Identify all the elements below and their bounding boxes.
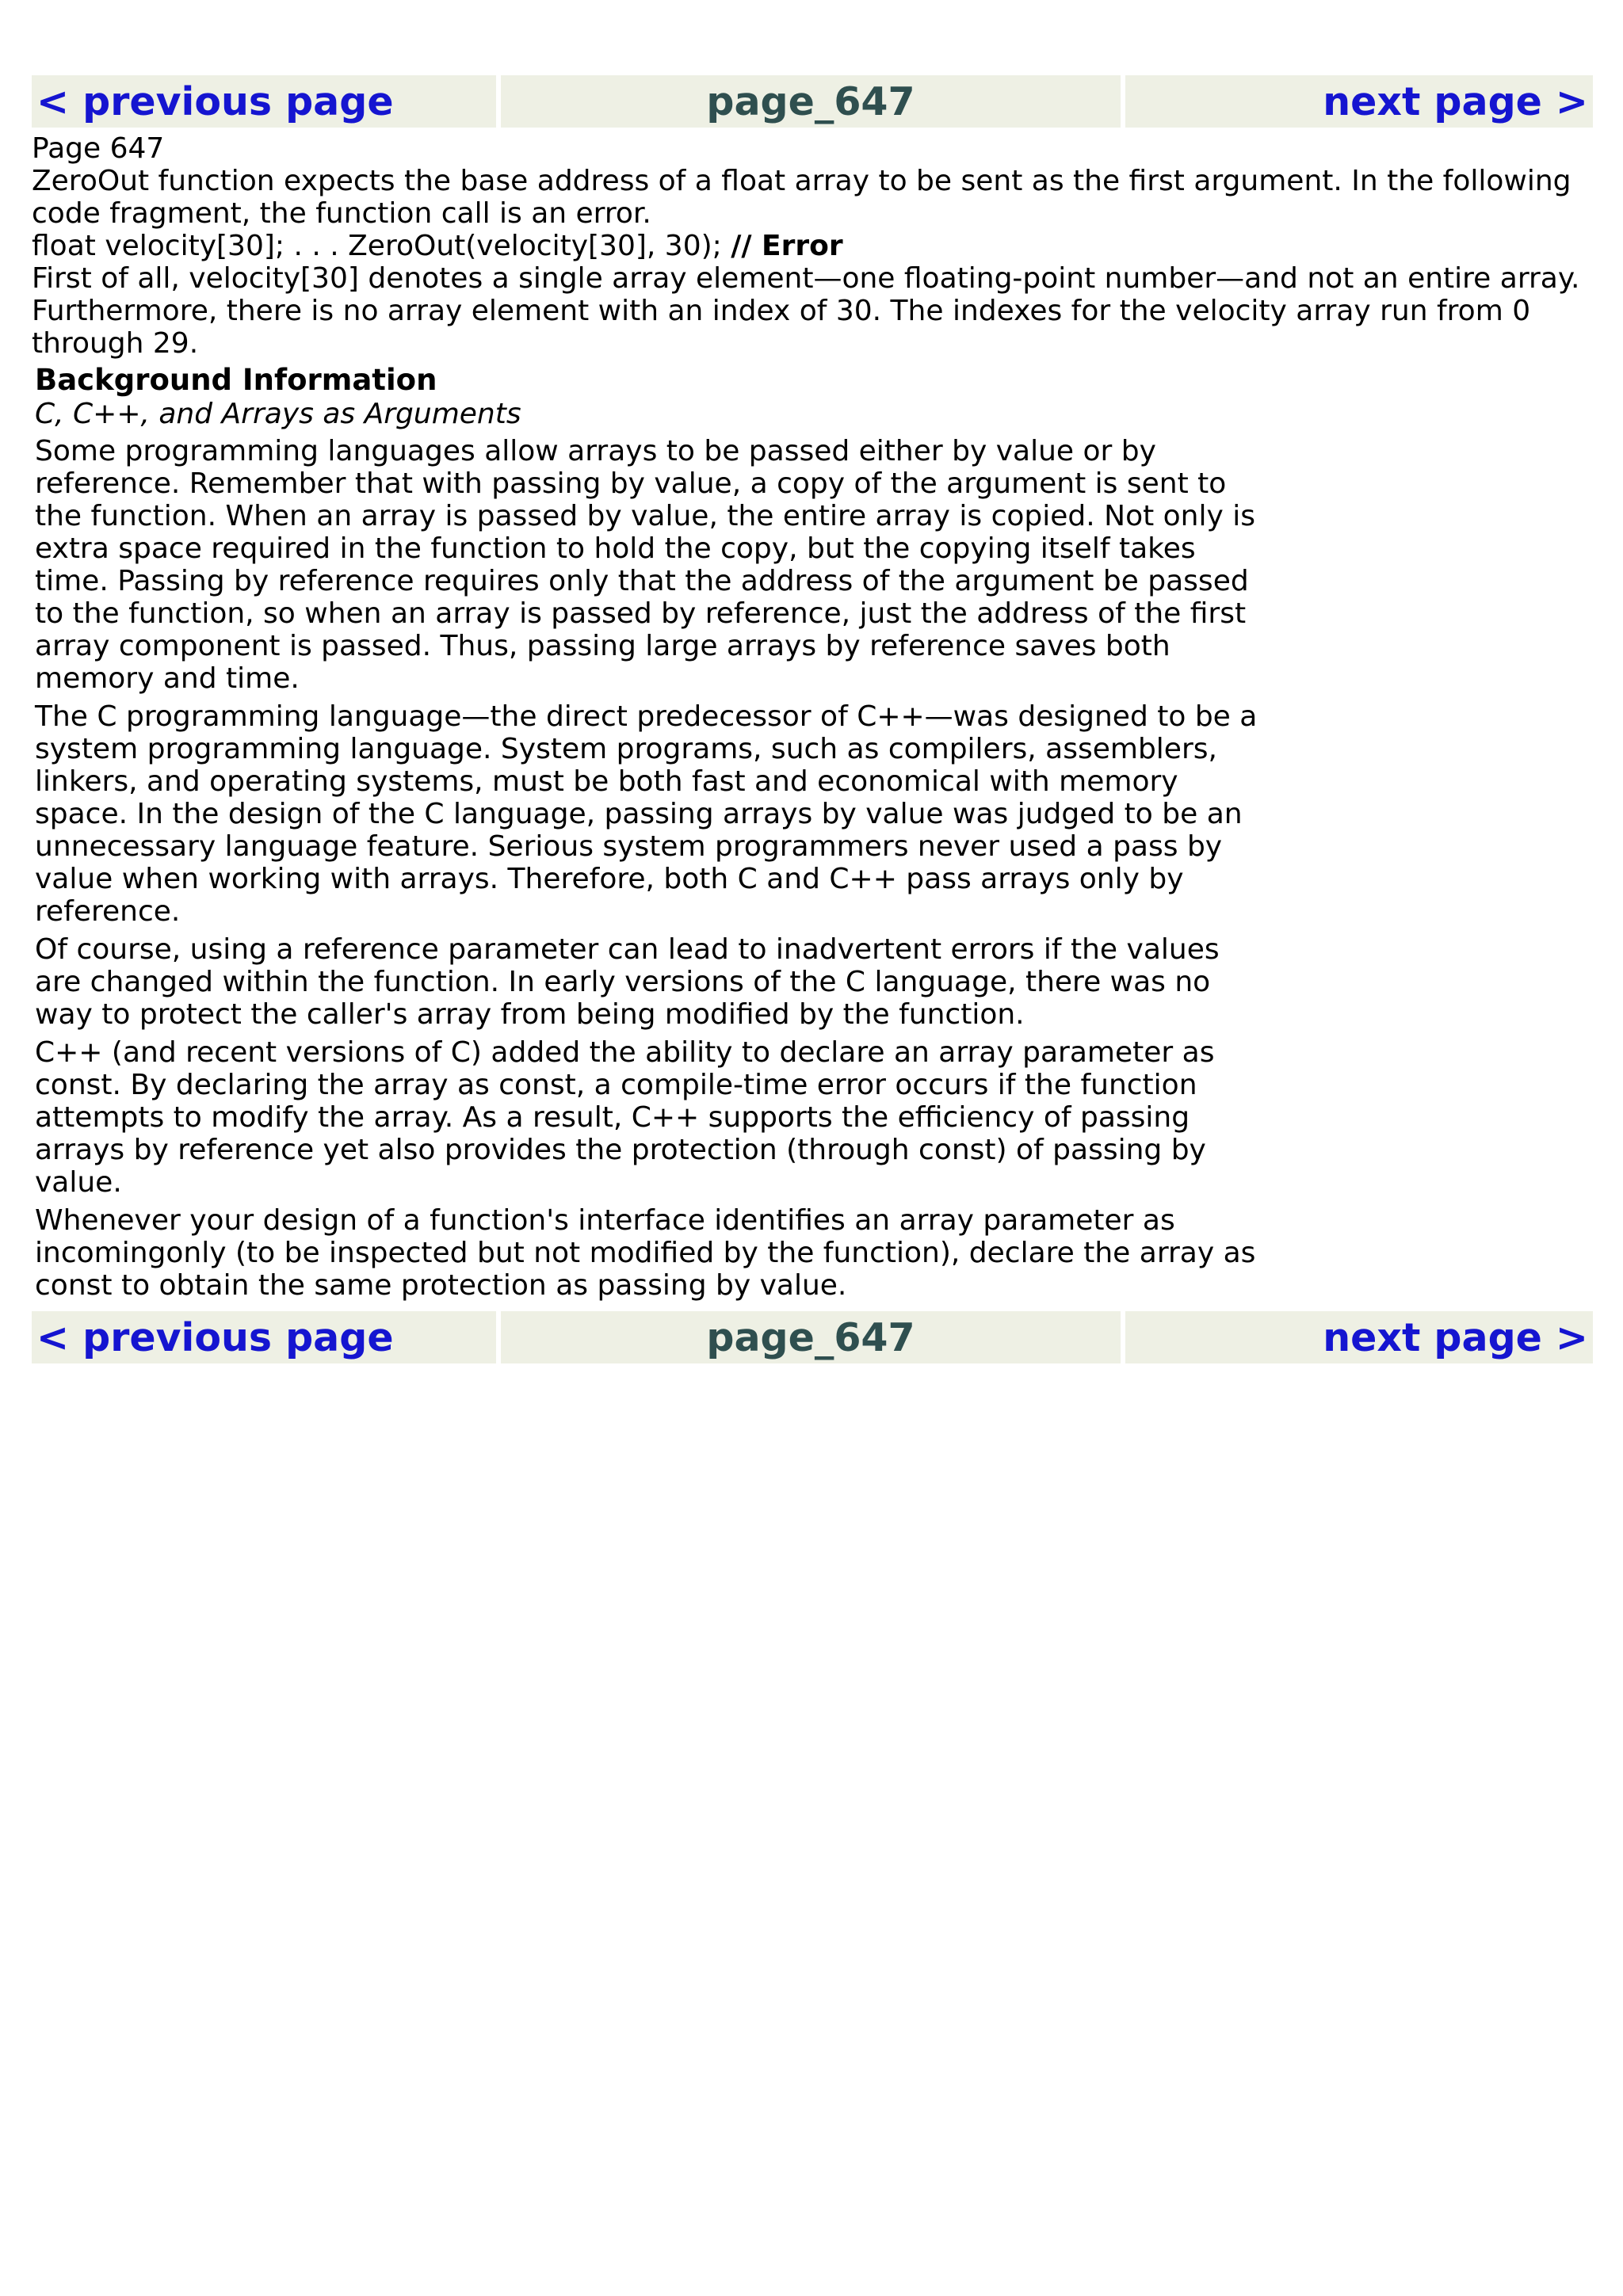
sidebar-paragraph: Whenever your design of a function's interface identifies an array parameter as incomingonly (to be inspected but not modified by the function), declare the array as const to obtain the same protection as passing by value.	[35, 1204, 1256, 1302]
sidebar-title: Background Information	[35, 363, 437, 397]
top-nav-bar	[32, 75, 1593, 128]
bottom-nav-bar	[32, 1311, 1593, 1363]
top-next-page-link[interactable]: next page >	[1323, 78, 1588, 124]
top-page-name: page_647	[706, 78, 915, 124]
page-content	[32, 128, 1593, 1302]
top-previous-page-link[interactable]: < previous page	[36, 78, 394, 124]
bottom-nav-page-name-cell	[501, 1311, 1121, 1363]
bottom-next-page-link[interactable]: next page >	[1323, 1314, 1588, 1360]
code-error-comment: // Error	[731, 230, 843, 262]
sidebar-subtitle: C, C++, and Arrays as Arguments	[35, 398, 521, 430]
top-nav-prev-cell	[32, 75, 496, 128]
page	[32, 75, 1593, 1363]
code-fragment	[32, 230, 1593, 262]
sidebar-paragraph: Some programming languages allow arrays to be passed either by value or by reference. Remember that with passing by value, a copy of the argument is sent to the function. When an array is passed by value, the entire array is copied. Not only is extra space required in the function to hold the copy, but the copying itself takes time. Passing by reference requires only that the address of the argument be passed to the function, so when an array is passed by reference, just the address of the first array component is passed. Thus, passing large arrays by reference saves both memory and time.	[35, 435, 1256, 695]
top-nav-page-name-cell	[501, 75, 1121, 128]
bottom-page-name: page_647	[706, 1314, 915, 1360]
top-nav-next-cell	[1125, 75, 1593, 128]
explanation-paragraph: First of all, velocity[30] denotes a single array element—one floating-point number—and not an entire array. Furthermore, there is no array element with an index of 30. The indexes for the velocity array run from 0 through 29.	[32, 262, 1580, 360]
bottom-nav-prev-cell	[32, 1311, 496, 1363]
sidebar-paragraph: The C programming language—the direct predecessor of C++—was designed to be a system programming language. System programs, such as compilers, assemblers, linkers, and operating systems, must be both fast and economical with memory space. In the design of the C language, passing arrays by value was judged to be an unnecessary language feature. Serious system programmers never used a pass by value when working with arrays. Therefore, both C and C++ pass arrays only by reference.	[35, 700, 1258, 928]
background-information-box	[35, 363, 1268, 1302]
intro-paragraph: ZeroOut function expects the base address of a float array to be sent as the first argument. In the following code fragment, the function call is an error.	[32, 165, 1571, 230]
page-number: Page 647	[32, 132, 165, 165]
bottom-nav-next-cell	[1125, 1311, 1593, 1363]
code-text: float velocity[30]; . . . ZeroOut(velocity[30], 30);	[32, 230, 731, 262]
bottom-previous-page-link[interactable]: < previous page	[36, 1314, 394, 1360]
sidebar-paragraph: C++ (and recent versions of C) added the ability to declare an array parameter as const. By declaring the array as const, a compile-time error occurs if the function attempts to modify the array. As a result, C++ supports the efficiency of passing arrays by reference yet also provides the protection (through const) of passing by value.	[35, 1036, 1215, 1199]
sidebar-paragraph: Of course, using a reference parameter can lead to inadvertent errors if the values are changed within the function. In early versions of the C language, there was no way to protect the caller's array from being modified by the function.	[35, 933, 1220, 1031]
